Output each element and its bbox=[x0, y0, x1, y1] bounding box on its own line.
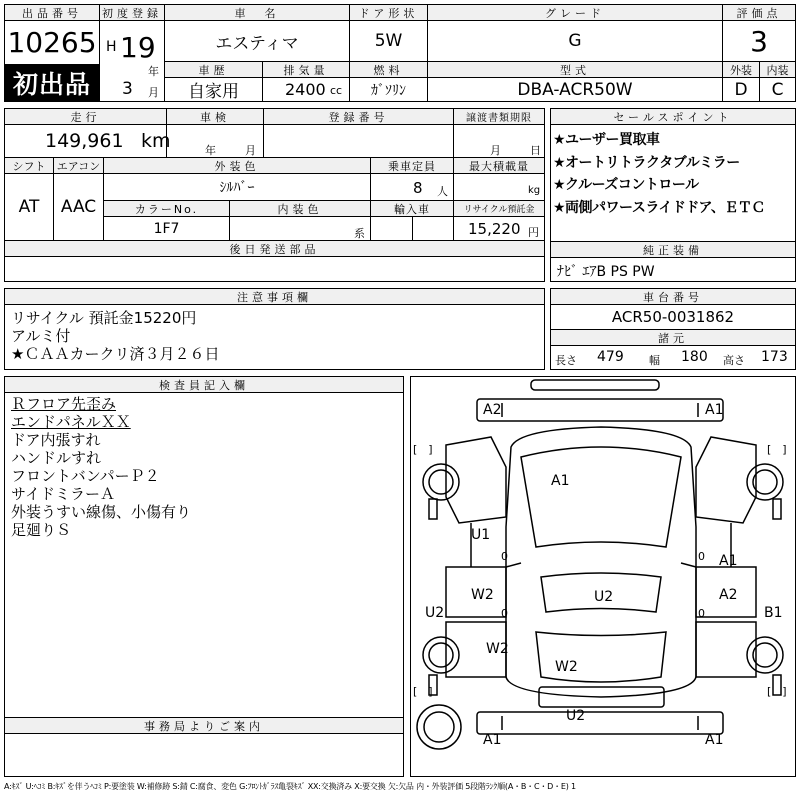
damage-mark: W2 bbox=[486, 641, 509, 657]
damage-mark: U1 bbox=[471, 527, 491, 543]
damage-diagram bbox=[410, 376, 796, 777]
mileage: 149,961 bbox=[45, 130, 124, 152]
damage-mark: W2 bbox=[555, 659, 578, 675]
score: 3 bbox=[722, 20, 796, 62]
damage-mark: U2 bbox=[594, 589, 614, 605]
recycle-deposit-cell bbox=[453, 216, 545, 241]
interior-color-cell bbox=[229, 216, 371, 241]
model-label: 型式 bbox=[427, 61, 723, 78]
office-notice bbox=[4, 733, 404, 777]
damage-mark: A1 bbox=[705, 732, 724, 748]
max-load-cell bbox=[453, 173, 545, 201]
recycle-deposit-unit: 円 bbox=[528, 226, 539, 239]
height-label: 高さ bbox=[723, 354, 745, 367]
capacity-cell bbox=[370, 173, 454, 201]
first-registration-label: 初度登録 bbox=[99, 4, 165, 21]
recycle-deposit: 15,220 bbox=[468, 220, 521, 238]
later-parts-label: 後日発送部品 bbox=[4, 240, 545, 257]
damage-mark: U2 bbox=[425, 605, 445, 621]
grade: G bbox=[427, 20, 723, 62]
grade-label: グレード bbox=[427, 4, 723, 21]
mileage-unit: km bbox=[141, 130, 171, 152]
lot-number-label: 出品番号 bbox=[4, 4, 100, 21]
exterior-color: ｼﾙﾊﾞｰ bbox=[103, 173, 371, 201]
reg-year: 19 bbox=[120, 31, 156, 64]
displacement: 2400 bbox=[285, 80, 326, 99]
color-number-label: カラーNo. bbox=[103, 200, 230, 217]
interior-grade: C bbox=[759, 77, 796, 102]
dimensions bbox=[550, 345, 796, 370]
note-line: アルミ付 bbox=[11, 327, 71, 345]
lot-number: 10265 bbox=[4, 20, 100, 65]
inspector-line: 外装うすい線傷、小傷有り bbox=[11, 503, 192, 521]
model-code: DBA-ACR50W bbox=[427, 77, 723, 102]
score-label: 評価点 bbox=[722, 4, 796, 21]
car-name: エスティマ bbox=[164, 20, 350, 62]
import-cell-right bbox=[412, 216, 454, 241]
chassis-number: ACR50-0031862 bbox=[550, 304, 796, 330]
capacity: 8 bbox=[413, 179, 423, 197]
displacement-cell bbox=[262, 77, 350, 102]
interior-color-label: 内装色 bbox=[229, 200, 371, 217]
exterior-color-label: 外装色 bbox=[103, 157, 371, 174]
dimensions-label: 諸元 bbox=[550, 329, 796, 346]
transfer-month-unit: 月 bbox=[490, 144, 501, 157]
first-registration bbox=[99, 20, 165, 102]
damage-mark: A1 bbox=[483, 732, 502, 748]
reg-month-unit: 月 bbox=[148, 86, 159, 99]
shift: AT bbox=[4, 173, 54, 241]
inspector-line: ハンドルすれ bbox=[11, 449, 102, 467]
registration-number bbox=[263, 124, 454, 158]
width-label: 幅 bbox=[649, 354, 660, 367]
equipment: ﾅﾋﾞ ｴｱB PS PW bbox=[557, 264, 655, 280]
sales-points-label: セールスポイント bbox=[550, 108, 796, 125]
interior-color-unit: 系 bbox=[354, 227, 365, 240]
sales-point-item: ★クルーズコントロール bbox=[553, 177, 699, 193]
chassis-number-label: 車台番号 bbox=[550, 288, 796, 305]
damage-zero: 0 bbox=[501, 550, 508, 563]
damage-mark: A2 bbox=[483, 402, 502, 418]
transfer-deadline-cell bbox=[453, 124, 545, 158]
width-value: 180 bbox=[681, 349, 708, 365]
damage-zero: 0 bbox=[698, 550, 705, 563]
office-notice-label: 事務局よりご案内 bbox=[4, 717, 404, 734]
era: H bbox=[106, 39, 117, 55]
sales-point-item: ★ユーザー買取車 bbox=[553, 132, 660, 148]
registration-number-label: 登録番号 bbox=[263, 108, 454, 125]
color-number: 1F7 bbox=[103, 216, 230, 241]
length-value: 479 bbox=[597, 349, 624, 365]
exterior-label: 外装 bbox=[722, 61, 760, 78]
inspection-label: 車検 bbox=[166, 108, 264, 125]
history-label: 車歴 bbox=[164, 61, 263, 78]
notes-label: 注意事項欄 bbox=[4, 288, 545, 305]
recycle-deposit-label: リサイクル預託金 bbox=[453, 200, 545, 217]
inspector-line: エンドパネルＸＸ bbox=[11, 413, 131, 431]
inspector-label: 検査員記入欄 bbox=[4, 376, 404, 393]
damage-zero: 0 bbox=[698, 607, 705, 620]
damage-mark: A2 bbox=[719, 587, 738, 603]
note-line: リサイクル 預託金15220円 bbox=[11, 309, 197, 327]
max-load-unit: kg bbox=[528, 185, 541, 196]
later-parts bbox=[4, 256, 545, 282]
car-outline-diagram bbox=[411, 377, 795, 776]
inspector-line: フロントバンパーＰ２ bbox=[11, 467, 160, 485]
shift-label: シフト bbox=[4, 157, 54, 174]
reg-year-unit: 年 bbox=[148, 65, 159, 78]
note-line: ★ＣＡＡカークリ済３月２６日 bbox=[11, 345, 220, 363]
inspection-year-unit: 年 bbox=[205, 144, 216, 157]
mileage-label: 走行 bbox=[4, 108, 167, 125]
equipment-cell bbox=[550, 257, 796, 282]
mirror-bracket: [ ] bbox=[767, 685, 787, 698]
equipment-label: 純正装備 bbox=[550, 241, 796, 258]
notes bbox=[4, 304, 545, 370]
interior-label: 内装 bbox=[759, 61, 796, 78]
damage-mark: B1 bbox=[764, 605, 783, 621]
sales-point-item: ★両側パワースライドドア、ＥＴＣ bbox=[553, 199, 765, 216]
capacity-unit: 人 bbox=[437, 185, 448, 198]
sales-point-item: ★オートリトラクタブルミラー bbox=[553, 154, 740, 171]
car-name-label: 車 名 bbox=[164, 4, 350, 21]
damage-mark: U2 bbox=[566, 708, 586, 724]
mirror-bracket: [ ] bbox=[413, 685, 433, 698]
inspector-line: 足廻りＳ bbox=[11, 521, 72, 539]
fuel: ｶﾞｿﾘﾝ bbox=[349, 77, 428, 102]
inspector-line: サイドミラーＡ bbox=[11, 485, 115, 503]
capacity-label: 乗車定員 bbox=[370, 157, 454, 174]
door-type-label: ドア形状 bbox=[349, 4, 428, 21]
aircon-label: エアコン bbox=[53, 157, 104, 174]
inspector-line: ドア内張すれ bbox=[11, 431, 101, 449]
import-label: 輸入車 bbox=[370, 200, 454, 217]
aircon: AAC bbox=[53, 173, 104, 241]
exterior-grade: D bbox=[722, 77, 760, 102]
first-listing-badge: 初出品 bbox=[4, 64, 100, 102]
length-label: 長さ bbox=[555, 354, 577, 367]
mileage-cell bbox=[4, 124, 171, 158]
damage-mark: A1 bbox=[705, 402, 724, 418]
damage-mark: A1 bbox=[551, 473, 570, 489]
inspection-cell bbox=[166, 124, 264, 158]
displacement-label: 排気量 bbox=[262, 61, 350, 78]
transfer-day-unit: 日 bbox=[530, 144, 541, 157]
legend: A:ｷｽﾞ U:ﾍｺﾐ B:ｷｽﾞを伴うﾍｺﾐ P:要塗装 W:補修跡 S:錆 C:腐食、変色 G:ﾌﾛﾝﾄｶﾞﾗｽ亀裂ｷｽﾞ XX:交換済み X:要交換 欠:欠品 内・外装評価 5段階ﾗﾝｸ順(A・B・C・D・E) 1 bbox=[4, 782, 576, 791]
inspector-line: Ｒフロア先歪み bbox=[11, 395, 117, 413]
inspection-month-unit: 月 bbox=[245, 144, 256, 157]
reg-month: 3 bbox=[122, 79, 133, 99]
inspector-notes bbox=[4, 392, 404, 718]
sales-points bbox=[550, 124, 796, 242]
max-load-label: 最大積載量 bbox=[453, 157, 545, 174]
mirror-bracket: [ ] bbox=[413, 443, 433, 456]
import-cell-left bbox=[370, 216, 413, 241]
height-value: 173 bbox=[761, 349, 788, 365]
damage-mark: W2 bbox=[471, 587, 494, 603]
door-type: 5W bbox=[349, 20, 428, 62]
history: 自家用 bbox=[164, 77, 263, 102]
fuel-label: 燃料 bbox=[349, 61, 428, 78]
damage-mark: A1 bbox=[719, 553, 738, 569]
displacement-unit: cc bbox=[330, 84, 343, 97]
mirror-bracket: [ ] bbox=[767, 443, 787, 456]
damage-zero: 0 bbox=[501, 607, 508, 620]
transfer-deadline-label: 譲渡書類期限 bbox=[453, 108, 545, 125]
